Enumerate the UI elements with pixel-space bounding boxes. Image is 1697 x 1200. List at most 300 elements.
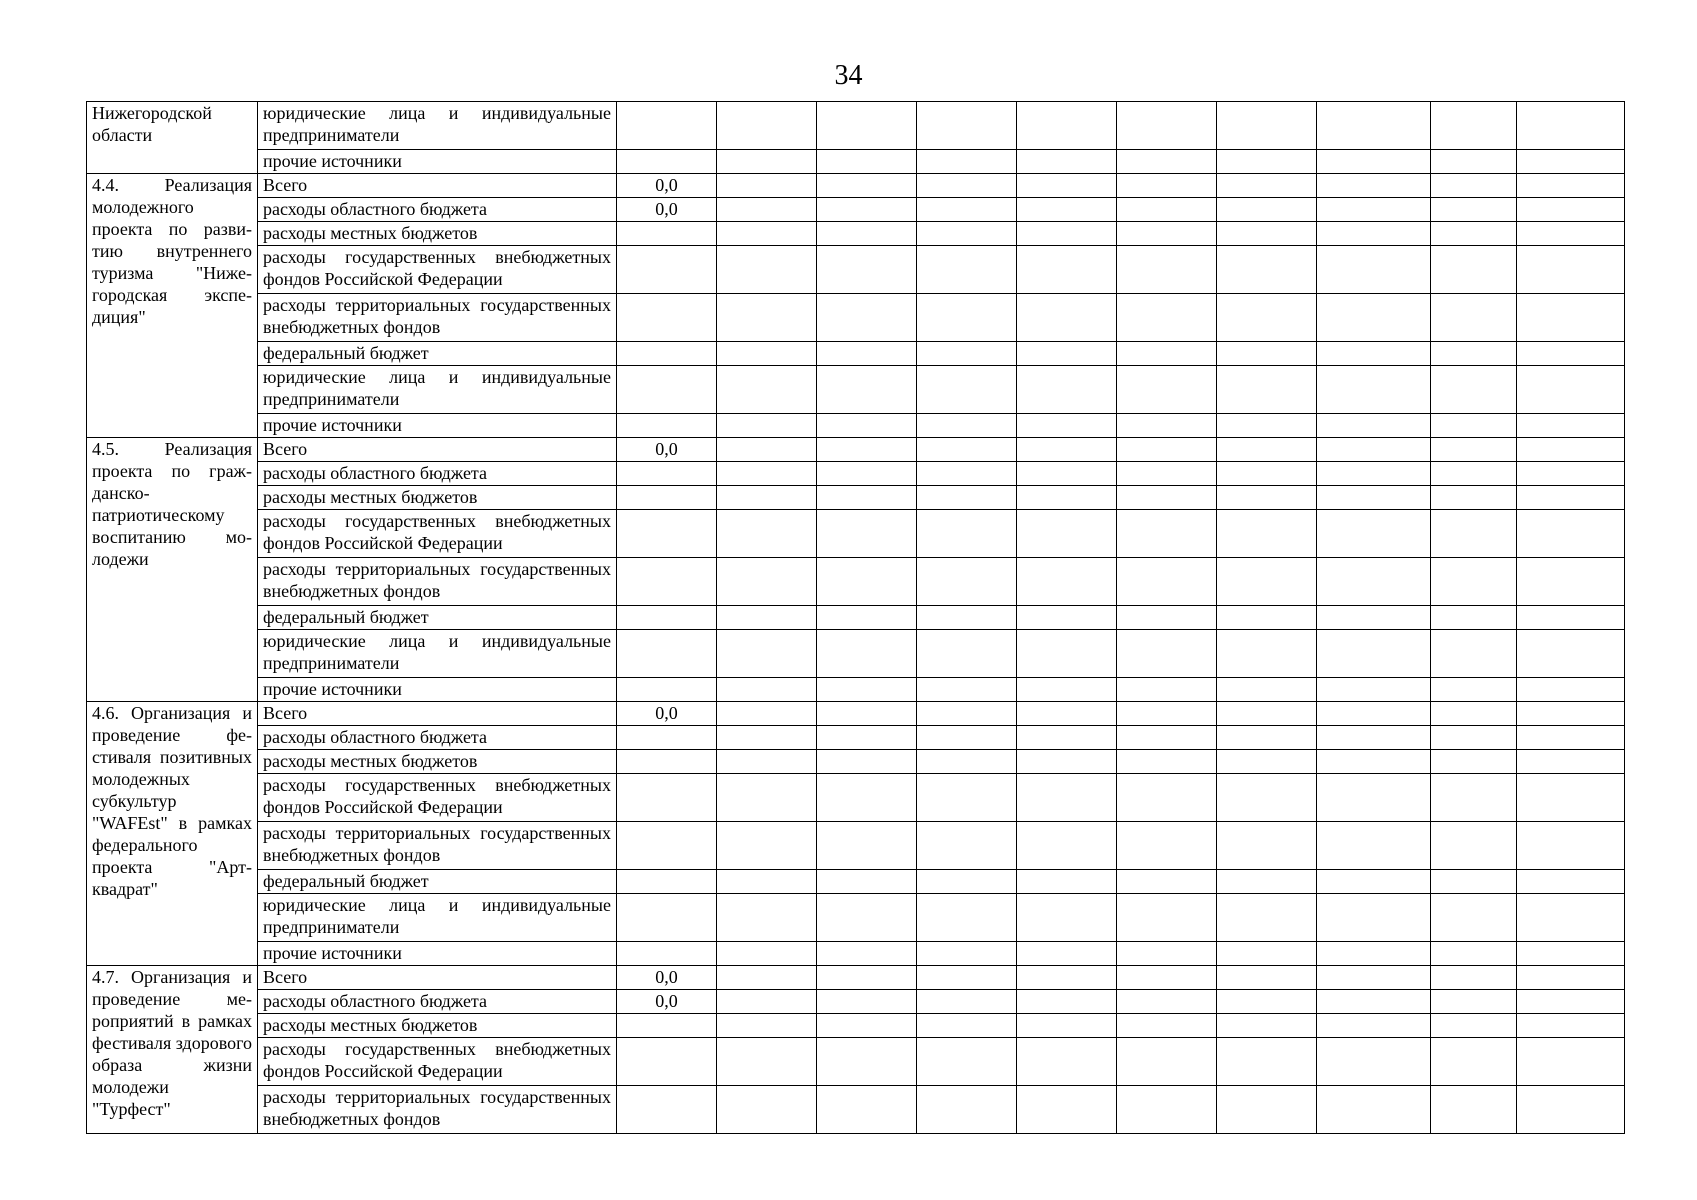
empty-amount-cell: [917, 414, 1017, 438]
empty-amount-cell: [1517, 750, 1625, 774]
table-row: [87, 726, 1625, 750]
empty-amount-cell: [1117, 774, 1217, 822]
empty-amount-cell: [817, 630, 917, 678]
empty-amount-cell: [1317, 198, 1431, 222]
empty-amount-cell: [817, 606, 917, 630]
empty-amount-cell: [917, 1038, 1017, 1086]
empty-amount-cell: [1317, 822, 1431, 870]
empty-amount-cell: [1431, 1086, 1517, 1134]
table-row: [87, 294, 1625, 342]
empty-amount-cell: [1317, 294, 1431, 342]
empty-amount-cell: [817, 486, 917, 510]
table-row: [87, 822, 1625, 870]
empty-amount-cell: [917, 294, 1017, 342]
empty-amount-cell: [817, 726, 917, 750]
measure-name-cell: 4.4. Реализация молодежного проекта по развитию внутреннего туризма "Нижегородская экспедиция": [87, 174, 258, 438]
empty-amount-cell: [1117, 510, 1217, 558]
empty-amount-cell: [1517, 678, 1625, 702]
empty-amount-cell: [1517, 198, 1625, 222]
empty-amount-cell: [1431, 414, 1517, 438]
empty-amount-cell: [917, 702, 1017, 726]
funding-source-cell: расходы территориальных государственных внебюджетных фондов: [258, 558, 617, 606]
empty-amount-cell: [817, 702, 917, 726]
funding-source-cell: расходы государственных внебюджетных фондов Российской Федерации: [258, 246, 617, 294]
empty-amount-cell: [717, 366, 817, 414]
empty-amount-cell: [1431, 990, 1517, 1014]
empty-amount-cell: [1517, 510, 1625, 558]
amount-cell: [617, 774, 717, 822]
empty-amount-cell: [1431, 366, 1517, 414]
empty-amount-cell: [817, 870, 917, 894]
empty-amount-cell: [1217, 246, 1317, 294]
empty-amount-cell: [717, 870, 817, 894]
empty-amount-cell: [1117, 966, 1217, 990]
table-row: [87, 558, 1625, 606]
empty-amount-cell: [1017, 294, 1117, 342]
empty-amount-cell: [817, 342, 917, 366]
empty-amount-cell: [1517, 606, 1625, 630]
amount-cell: [617, 870, 717, 894]
empty-amount-cell: [1017, 870, 1117, 894]
funding-source-cell: федеральный бюджет: [258, 870, 617, 894]
empty-amount-cell: [1217, 750, 1317, 774]
amount-cell: [617, 942, 717, 966]
empty-amount-cell: [1017, 630, 1117, 678]
empty-amount-cell: [717, 1086, 817, 1134]
empty-amount-cell: [1317, 1014, 1431, 1038]
funding-source-cell: юридические лица и индивидуальные предприниматели: [258, 894, 617, 942]
empty-amount-cell: [917, 1086, 1017, 1134]
empty-amount-cell: [1017, 774, 1117, 822]
funding-source-cell: юридические лица и индивидуальные предприниматели: [258, 366, 617, 414]
empty-amount-cell: [817, 966, 917, 990]
empty-amount-cell: [1017, 990, 1117, 1014]
amount-cell: [617, 294, 717, 342]
table-row: [87, 438, 1625, 462]
empty-amount-cell: [1217, 966, 1317, 990]
empty-amount-cell: [1517, 366, 1625, 414]
empty-amount-cell: [817, 222, 917, 246]
empty-amount-cell: [817, 750, 917, 774]
table-row: [87, 702, 1625, 726]
empty-amount-cell: [1317, 942, 1431, 966]
funding-source-cell: Всего: [258, 174, 617, 198]
empty-amount-cell: [1017, 246, 1117, 294]
empty-amount-cell: [917, 174, 1017, 198]
empty-amount-cell: [1431, 462, 1517, 486]
empty-amount-cell: [817, 774, 917, 822]
empty-amount-cell: [1317, 726, 1431, 750]
empty-amount-cell: [1431, 558, 1517, 606]
empty-amount-cell: [1317, 750, 1431, 774]
empty-amount-cell: [1117, 630, 1217, 678]
empty-amount-cell: [917, 678, 1017, 702]
empty-amount-cell: [717, 966, 817, 990]
funding-source-cell: расходы областного бюджета: [258, 726, 617, 750]
empty-amount-cell: [1317, 558, 1431, 606]
empty-amount-cell: [717, 102, 817, 150]
empty-amount-cell: [1117, 1014, 1217, 1038]
empty-amount-cell: [1431, 102, 1517, 150]
funding-source-cell: расходы местных бюджетов: [258, 1014, 617, 1038]
empty-amount-cell: [1317, 246, 1431, 294]
empty-amount-cell: [1431, 870, 1517, 894]
empty-amount-cell: [717, 294, 817, 342]
empty-amount-cell: [1317, 102, 1431, 150]
empty-amount-cell: [1217, 150, 1317, 174]
empty-amount-cell: [1517, 102, 1625, 150]
empty-amount-cell: [1117, 678, 1217, 702]
empty-amount-cell: [917, 726, 1017, 750]
empty-amount-cell: [1431, 1038, 1517, 1086]
empty-amount-cell: [1517, 462, 1625, 486]
empty-amount-cell: [917, 198, 1017, 222]
funding-source-cell: юридические лица и индивидуальные предприниматели: [258, 630, 617, 678]
empty-amount-cell: [717, 894, 817, 942]
empty-amount-cell: [1217, 1014, 1317, 1038]
measure-name-cell: Нижегородской области: [87, 102, 258, 174]
empty-amount-cell: [717, 198, 817, 222]
empty-amount-cell: [1117, 486, 1217, 510]
empty-amount-cell: [1431, 246, 1517, 294]
empty-amount-cell: [1431, 222, 1517, 246]
funding-source-cell: расходы территориальных государственных внебюджетных фондов: [258, 1086, 617, 1134]
empty-amount-cell: [1517, 558, 1625, 606]
empty-amount-cell: [1431, 726, 1517, 750]
empty-amount-cell: [1317, 174, 1431, 198]
empty-amount-cell: [1117, 462, 1217, 486]
empty-amount-cell: [917, 102, 1017, 150]
empty-amount-cell: [1317, 966, 1431, 990]
empty-amount-cell: [1517, 1014, 1625, 1038]
empty-amount-cell: [1017, 1086, 1117, 1134]
empty-amount-cell: [1017, 750, 1117, 774]
amount-cell: 0,0: [617, 174, 717, 198]
table-row: [87, 510, 1625, 558]
empty-amount-cell: [1517, 990, 1625, 1014]
empty-amount-cell: [1517, 1086, 1625, 1134]
empty-amount-cell: [917, 1014, 1017, 1038]
empty-amount-cell: [917, 822, 1017, 870]
amount-cell: [617, 222, 717, 246]
table-row: [87, 174, 1625, 198]
table-body: [87, 102, 1625, 1134]
empty-amount-cell: [817, 102, 917, 150]
empty-amount-cell: [817, 942, 917, 966]
empty-amount-cell: [1017, 678, 1117, 702]
empty-amount-cell: [1217, 678, 1317, 702]
empty-amount-cell: [1431, 606, 1517, 630]
empty-amount-cell: [1217, 462, 1317, 486]
table-row: [87, 414, 1625, 438]
amount-cell: 0,0: [617, 990, 717, 1014]
empty-amount-cell: [817, 462, 917, 486]
empty-amount-cell: [1217, 1038, 1317, 1086]
empty-amount-cell: [1517, 222, 1625, 246]
empty-amount-cell: [1117, 750, 1217, 774]
empty-amount-cell: [1117, 102, 1217, 150]
amount-cell: [617, 606, 717, 630]
empty-amount-cell: [1517, 630, 1625, 678]
empty-amount-cell: [1117, 342, 1217, 366]
empty-amount-cell: [1217, 942, 1317, 966]
table-row: [87, 222, 1625, 246]
empty-amount-cell: [1317, 678, 1431, 702]
empty-amount-cell: [717, 774, 817, 822]
table-row: [87, 342, 1625, 366]
empty-amount-cell: [817, 438, 917, 462]
empty-amount-cell: [1117, 294, 1217, 342]
table-row: [87, 102, 1625, 150]
empty-amount-cell: [917, 774, 1017, 822]
empty-amount-cell: [717, 942, 817, 966]
funding-source-cell: расходы государственных внебюджетных фондов Российской Федерации: [258, 774, 617, 822]
empty-amount-cell: [1317, 342, 1431, 366]
amount-cell: 0,0: [617, 702, 717, 726]
empty-amount-cell: [1017, 486, 1117, 510]
empty-amount-cell: [1431, 174, 1517, 198]
empty-amount-cell: [1217, 438, 1317, 462]
empty-amount-cell: [1517, 726, 1625, 750]
empty-amount-cell: [1431, 750, 1517, 774]
empty-amount-cell: [1431, 678, 1517, 702]
empty-amount-cell: [1017, 1014, 1117, 1038]
empty-amount-cell: [717, 342, 817, 366]
empty-amount-cell: [1517, 414, 1625, 438]
empty-amount-cell: [1517, 822, 1625, 870]
empty-amount-cell: [1217, 510, 1317, 558]
empty-amount-cell: [1217, 630, 1317, 678]
empty-amount-cell: [917, 366, 1017, 414]
empty-amount-cell: [1117, 870, 1217, 894]
empty-amount-cell: [1017, 822, 1117, 870]
empty-amount-cell: [1217, 726, 1317, 750]
empty-amount-cell: [717, 462, 817, 486]
empty-amount-cell: [1517, 150, 1625, 174]
table-row: [87, 1086, 1625, 1134]
empty-amount-cell: [1431, 150, 1517, 174]
empty-amount-cell: [1217, 486, 1317, 510]
empty-amount-cell: [917, 510, 1017, 558]
empty-amount-cell: [1217, 822, 1317, 870]
empty-amount-cell: [717, 750, 817, 774]
empty-amount-cell: [1517, 942, 1625, 966]
empty-amount-cell: [1017, 102, 1117, 150]
funding-source-cell: Всего: [258, 966, 617, 990]
funding-source-cell: расходы областного бюджета: [258, 198, 617, 222]
empty-amount-cell: [1017, 342, 1117, 366]
funding-source-cell: расходы местных бюджетов: [258, 222, 617, 246]
empty-amount-cell: [1117, 726, 1217, 750]
empty-amount-cell: [1217, 198, 1317, 222]
empty-amount-cell: [1431, 438, 1517, 462]
empty-amount-cell: [1017, 174, 1117, 198]
table-row: [87, 942, 1625, 966]
amount-cell: [617, 750, 717, 774]
measure-name-cell: 4.7. Организация и проведение мероприятий в рамках фестиваля здорового образа жизни молодежи "Турфест": [87, 966, 258, 1134]
empty-amount-cell: [1217, 366, 1317, 414]
empty-amount-cell: [1217, 558, 1317, 606]
table-row: [87, 198, 1625, 222]
empty-amount-cell: [1117, 894, 1217, 942]
empty-amount-cell: [1017, 558, 1117, 606]
funding-source-cell: расходы областного бюджета: [258, 990, 617, 1014]
empty-amount-cell: [717, 150, 817, 174]
funding-source-cell: расходы территориальных государственных внебюджетных фондов: [258, 294, 617, 342]
empty-amount-cell: [817, 894, 917, 942]
empty-amount-cell: [1517, 342, 1625, 366]
amount-cell: 0,0: [617, 198, 717, 222]
empty-amount-cell: [917, 942, 1017, 966]
amount-cell: [617, 1014, 717, 1038]
empty-amount-cell: [1017, 366, 1117, 414]
empty-amount-cell: [1017, 606, 1117, 630]
empty-amount-cell: [717, 246, 817, 294]
funding-source-cell: расходы областного бюджета: [258, 462, 617, 486]
amount-cell: [617, 150, 717, 174]
empty-amount-cell: [1431, 774, 1517, 822]
empty-amount-cell: [717, 558, 817, 606]
empty-amount-cell: [1517, 438, 1625, 462]
funding-source-cell: Всего: [258, 438, 617, 462]
empty-amount-cell: [717, 702, 817, 726]
amount-cell: [617, 102, 717, 150]
empty-amount-cell: [717, 438, 817, 462]
empty-amount-cell: [1017, 462, 1117, 486]
empty-amount-cell: [917, 246, 1017, 294]
empty-amount-cell: [1117, 366, 1217, 414]
empty-amount-cell: [1217, 1086, 1317, 1134]
empty-amount-cell: [1017, 150, 1117, 174]
empty-amount-cell: [1017, 414, 1117, 438]
empty-amount-cell: [1117, 990, 1217, 1014]
empty-amount-cell: [1017, 966, 1117, 990]
empty-amount-cell: [1431, 822, 1517, 870]
empty-amount-cell: [817, 990, 917, 1014]
empty-amount-cell: [1431, 942, 1517, 966]
empty-amount-cell: [917, 222, 1017, 246]
amount-cell: [617, 414, 717, 438]
funding-source-cell: расходы местных бюджетов: [258, 486, 617, 510]
empty-amount-cell: [1431, 1014, 1517, 1038]
table-row: [87, 966, 1625, 990]
amount-cell: [617, 678, 717, 702]
empty-amount-cell: [1517, 870, 1625, 894]
empty-amount-cell: [717, 822, 817, 870]
funding-source-cell: юридические лица и индивидуальные предприниматели: [258, 102, 617, 150]
empty-amount-cell: [1117, 150, 1217, 174]
empty-amount-cell: [817, 150, 917, 174]
empty-amount-cell: [1431, 702, 1517, 726]
empty-amount-cell: [1117, 438, 1217, 462]
funding-source-cell: прочие источники: [258, 414, 617, 438]
empty-amount-cell: [1517, 966, 1625, 990]
empty-amount-cell: [1317, 222, 1431, 246]
table-row: [87, 606, 1625, 630]
empty-amount-cell: [1017, 1038, 1117, 1086]
empty-amount-cell: [1017, 438, 1117, 462]
empty-amount-cell: [1517, 294, 1625, 342]
funding-source-cell: прочие источники: [258, 678, 617, 702]
empty-amount-cell: [1517, 174, 1625, 198]
funding-source-cell: расходы территориальных государственных внебюджетных фондов: [258, 822, 617, 870]
table-row: [87, 150, 1625, 174]
measure-name-cell: 4.5. Реализация проекта по гражданско-патриотическому воспитанию молодежи: [87, 438, 258, 702]
empty-amount-cell: [1217, 414, 1317, 438]
amount-cell: 0,0: [617, 966, 717, 990]
funding-source-cell: прочие источники: [258, 942, 617, 966]
empty-amount-cell: [1117, 414, 1217, 438]
empty-amount-cell: [1431, 294, 1517, 342]
funding-source-cell: прочие источники: [258, 150, 617, 174]
empty-amount-cell: [717, 486, 817, 510]
empty-amount-cell: [1117, 246, 1217, 294]
empty-amount-cell: [917, 606, 1017, 630]
empty-amount-cell: [1317, 1086, 1431, 1134]
empty-amount-cell: [717, 1014, 817, 1038]
empty-amount-cell: [717, 990, 817, 1014]
empty-amount-cell: [917, 894, 1017, 942]
empty-amount-cell: [1017, 198, 1117, 222]
empty-amount-cell: [1017, 702, 1117, 726]
measure-name-cell: 4.6. Организация и проведение фестиваля позитивных молодежных субкультур "WAFEst" в рамках федерального проекта "Арт-квадрат": [87, 702, 258, 966]
empty-amount-cell: [817, 366, 917, 414]
empty-amount-cell: [1117, 822, 1217, 870]
empty-amount-cell: [1017, 726, 1117, 750]
empty-amount-cell: [717, 414, 817, 438]
table-row: [87, 990, 1625, 1014]
empty-amount-cell: [1217, 870, 1317, 894]
table-row: [87, 486, 1625, 510]
empty-amount-cell: [717, 222, 817, 246]
empty-amount-cell: [717, 510, 817, 558]
funding-source-cell: расходы государственных внебюджетных фондов Российской Федерации: [258, 1038, 617, 1086]
empty-amount-cell: [717, 606, 817, 630]
empty-amount-cell: [1117, 942, 1217, 966]
empty-amount-cell: [917, 870, 1017, 894]
empty-amount-cell: [1117, 174, 1217, 198]
empty-amount-cell: [1217, 774, 1317, 822]
empty-amount-cell: [817, 174, 917, 198]
table-row: [87, 366, 1625, 414]
empty-amount-cell: [817, 414, 917, 438]
empty-amount-cell: [1317, 774, 1431, 822]
empty-amount-cell: [917, 150, 1017, 174]
funding-source-cell: федеральный бюджет: [258, 606, 617, 630]
amount-cell: [617, 510, 717, 558]
empty-amount-cell: [1317, 510, 1431, 558]
empty-amount-cell: [1217, 174, 1317, 198]
empty-amount-cell: [1117, 606, 1217, 630]
empty-amount-cell: [1431, 510, 1517, 558]
empty-amount-cell: [1431, 486, 1517, 510]
empty-amount-cell: [1317, 702, 1431, 726]
empty-amount-cell: [917, 966, 1017, 990]
empty-amount-cell: [1317, 486, 1431, 510]
empty-amount-cell: [1217, 894, 1317, 942]
empty-amount-cell: [817, 558, 917, 606]
amount-cell: [617, 726, 717, 750]
empty-amount-cell: [917, 558, 1017, 606]
empty-amount-cell: [717, 1038, 817, 1086]
empty-amount-cell: [817, 822, 917, 870]
empty-amount-cell: [1317, 1038, 1431, 1086]
amount-cell: [617, 462, 717, 486]
amount-cell: [617, 894, 717, 942]
empty-amount-cell: [1017, 510, 1117, 558]
empty-amount-cell: [1317, 990, 1431, 1014]
empty-amount-cell: [1117, 702, 1217, 726]
